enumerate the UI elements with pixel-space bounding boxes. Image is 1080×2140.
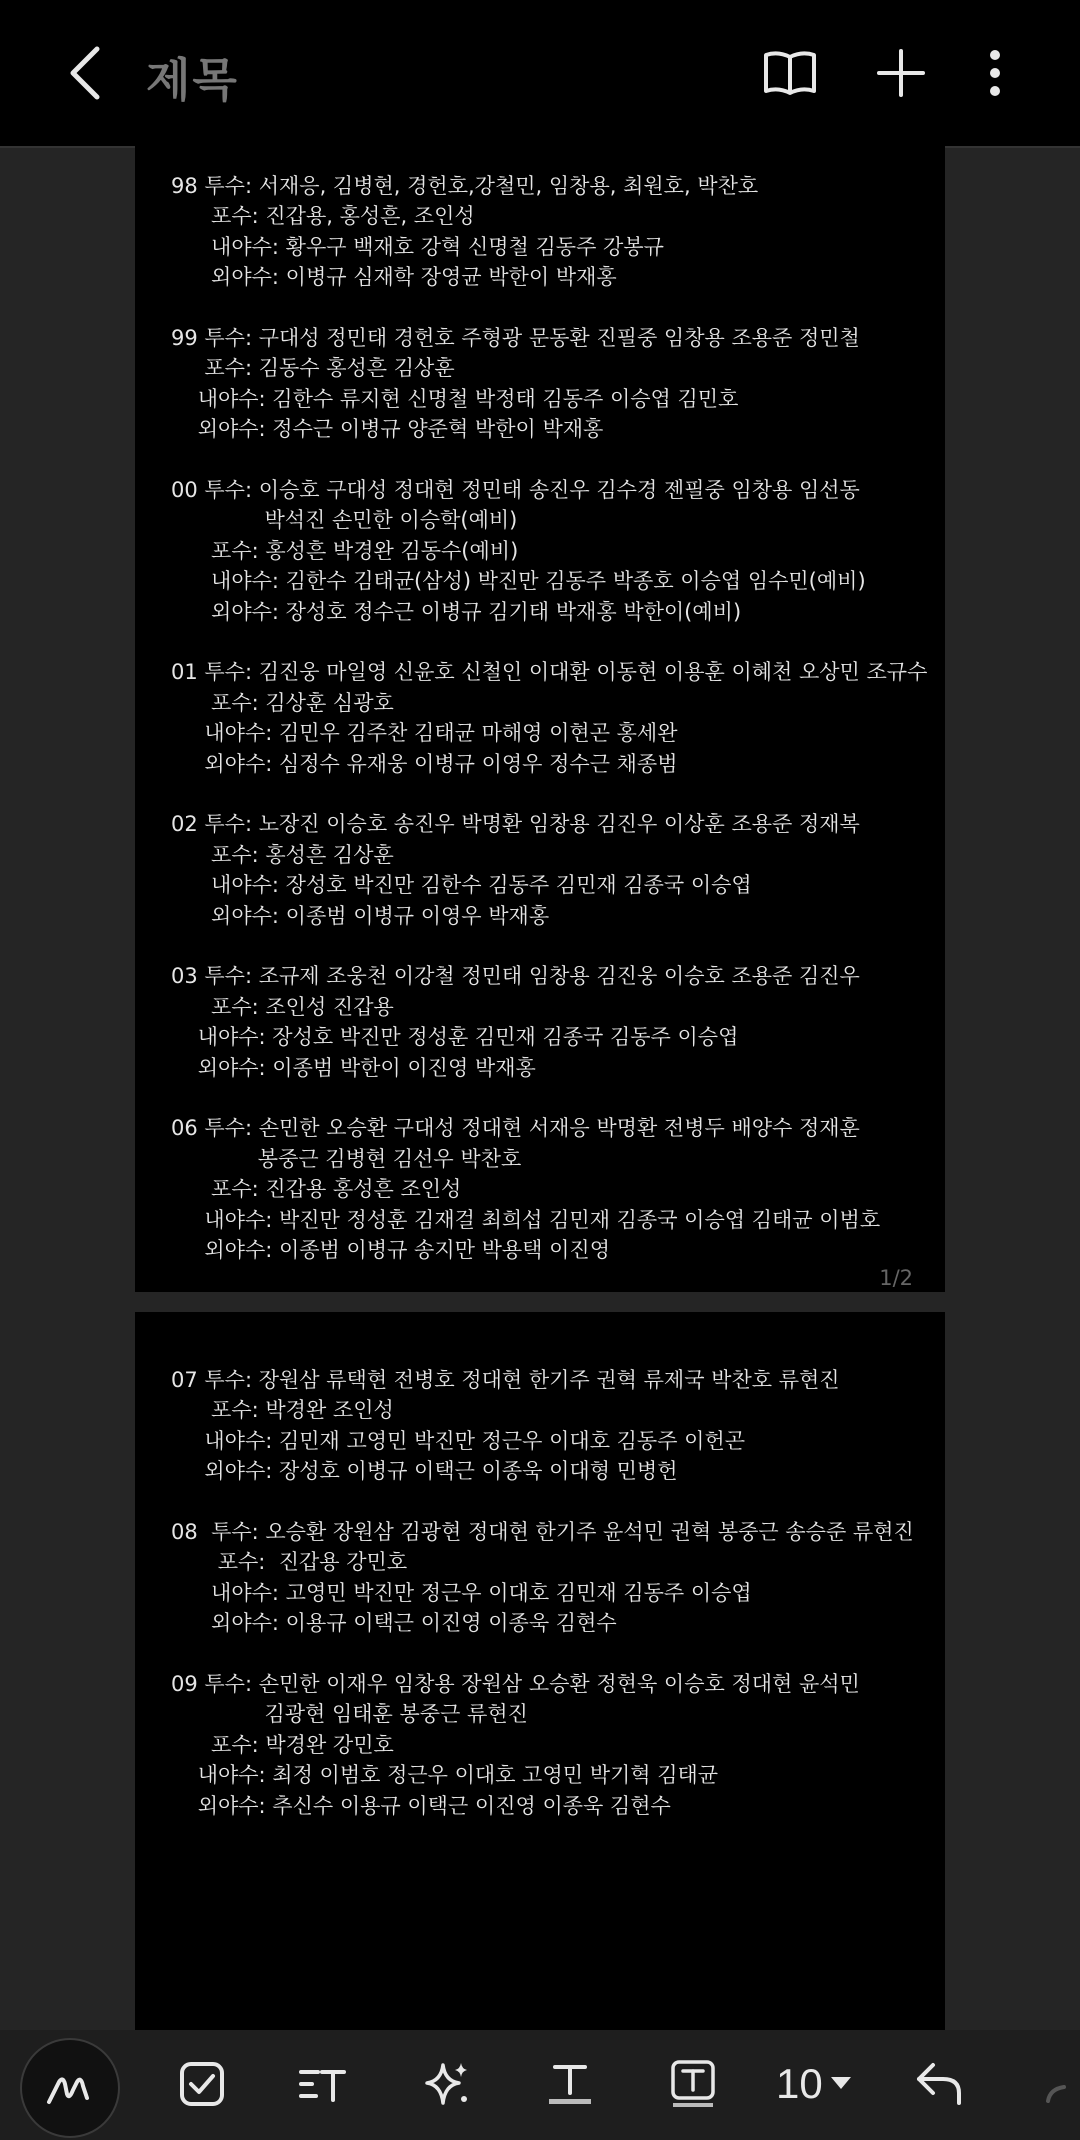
note-line: 01 투수: 김진웅 마일영 신윤호 신철인 이대환 이동현 이용훈 이혜천 오상민 조규수 <box>171 660 928 685</box>
editing-toolbar <box>0 2030 1080 2140</box>
note-line: 내야수: 장성호 박진만 정성훈 김민재 김종국 김동주 이승엽 <box>171 1025 739 1050</box>
note-line: 박석진 손민한 이승학(예비) <box>171 508 518 533</box>
note-line: 98 투수: 서재응, 김병현, 경헌호,강철민, 임창용, 최원호, 박찬호 <box>171 174 759 198</box>
note-line: 내야수: 김민재 고영민 박진만 정근우 이대호 김동주 이헌곤 <box>171 1428 746 1453</box>
note-title[interactable]: 제목 <box>146 53 239 107</box>
more-options-button[interactable] <box>965 38 1025 108</box>
chevron-down-icon[interactable] <box>830 2076 852 2090</box>
text-box-icon <box>670 2059 716 2109</box>
chevron-left-icon <box>65 45 105 101</box>
note-line: 포수: 조인성 진갑용 <box>171 994 394 1019</box>
note-line: 외야수: 장성호 정수근 이병규 김기태 박재홍 박한이(예비) <box>171 599 742 624</box>
pen-icon <box>45 2068 95 2108</box>
note-line: 외야수: 이종범 이병규 이영우 박재홍 <box>171 903 550 928</box>
font-size-value[interactable]: 10 <box>776 2060 823 2107</box>
note-line: 03 투수: 조규제 조웅천 이강철 정민태 임창용 김진웅 이승호 조용준 김진우 <box>171 964 860 989</box>
top-app-bar <box>0 0 1080 148</box>
page-number: 1/2 <box>879 1266 913 1290</box>
note-line: 내야수: 장성호 박진만 김한수 김동주 김민재 김종국 이승엽 <box>171 873 752 898</box>
note-line: 06 투수: 손민한 오승환 구대성 정대현 서재응 박명환 전병두 배양수 정재훈 <box>171 1116 860 1141</box>
back-button[interactable] <box>50 38 120 108</box>
checkbox-icon <box>179 2061 225 2107</box>
note-line: 내야수: 고영민 박진만 정근우 이대호 김민재 김동주 이승엽 <box>171 1580 752 1605</box>
note-line: 포수: 박경완 조인성 <box>171 1398 394 1423</box>
add-button[interactable] <box>866 38 936 108</box>
note-line: 포수: 홍성흔 김상훈 <box>171 842 394 867</box>
note-line: 포수: 홍성흔 박경완 김동수(예비) <box>171 538 519 563</box>
plus-icon <box>876 48 926 98</box>
note-line: 외야수: 이종범 박한이 이진영 박재홍 <box>171 1055 536 1080</box>
more-vertical-icon <box>988 49 1002 97</box>
note-line: 포수: 김동수 홍성흔 김상훈 <box>171 356 455 381</box>
note-line: 포수: 진갑용 강민호 <box>171 1550 408 1575</box>
note-line: 외야수: 장성호 이병규 이택근 이종욱 이대형 민병헌 <box>171 1459 678 1484</box>
book-view-button[interactable] <box>752 38 828 108</box>
note-line: 외야수: 심정수 유재웅 이병규 이영우 정수근 채종범 <box>171 751 678 776</box>
text-box-button[interactable] <box>653 2044 733 2124</box>
note-line: 봉중근 김병현 김선우 박찬호 <box>171 1146 522 1171</box>
note-line: 외야수: 이용규 이택근 이진영 이종욱 김현수 <box>171 1611 617 1636</box>
pen-tool-button[interactable] <box>20 2038 120 2138</box>
redo-button[interactable] <box>1030 2044 1080 2124</box>
note-line: 포수: 박경완 강민호 <box>171 1732 394 1757</box>
text-underline-button[interactable] <box>530 2044 610 2124</box>
book-icon <box>762 49 818 97</box>
note-line: 외야수: 추신수 이용규 이택근 이진영 이종욱 김현수 <box>171 1793 671 1818</box>
note-line: 00 투수: 이승호 구대성 정대현 정민태 송진우 김수경 젠필중 임창용 임선동 <box>171 478 860 502</box>
note-line: 내야수: 최정 이범호 정근우 이대호 고영민 박기혁 김태균 <box>171 1763 719 1788</box>
note-line: 내야수: 김한수 김태균(삼성) 박진만 김동주 박종호 이승엽 임수민(예비) <box>171 569 866 594</box>
text-format-icon <box>298 2064 348 2104</box>
note-line: 07 투수: 장원삼 류택현 전병호 정대현 한기주 권혁 류제국 박찬호 류현진 <box>171 1368 840 1392</box>
note-page-1[interactable] <box>135 146 945 1292</box>
note-line: 내야수: 황우구 백재호 강혁 신명철 김동주 강봉규 <box>171 234 664 259</box>
note-line: 99 투수: 구대성 정민태 경헌호 주형광 문동환 진필중 임창용 조용준 정민철 <box>171 326 860 350</box>
note-page-2[interactable] <box>135 1312 945 2030</box>
undo-button[interactable] <box>900 2044 980 2124</box>
note-line: 08 투수: 오승환 장원삼 김광현 정대현 한기주 윤석민 권혁 봉중근 송승준 류현진 <box>171 1520 914 1544</box>
checkbox-tool-button[interactable] <box>162 2044 242 2124</box>
note-line: 02 투수: 노장진 이승호 송진우 박명환 임창용 김진우 이상훈 조용준 정재복 <box>171 812 860 837</box>
note-line: 외야수: 이종범 이병규 송지만 박용택 이진영 <box>171 1238 610 1262</box>
note-line: 외야수: 이병규 심재학 장영균 박한이 박재홍 <box>171 265 617 290</box>
ai-assist-button[interactable] <box>408 2044 488 2124</box>
note-line: 09 투수: 손민한 이재우 임창용 장원삼 오승환 정현욱 이승호 정대현 윤석민 <box>171 1672 860 1696</box>
note-line: 내야수: 김민우 김주찬 김태균 마해영 이현곤 홍세완 <box>171 721 678 746</box>
note-line: 김광현 임태훈 봉중근 류현진 <box>171 1702 528 1727</box>
note-line: 포수: 진갑용, 홍성흔, 조인성 <box>171 204 475 229</box>
ai-sparkle-icon <box>423 2059 473 2109</box>
text-underline-icon <box>547 2061 593 2107</box>
undo-icon <box>915 2061 965 2107</box>
note-line: 내야수: 박진만 정성훈 김재걸 최희섭 김민재 김종국 이승엽 김태균 이범호 <box>171 1207 881 1232</box>
note-line: 내야수: 김한수 류지현 신명철 박정태 김동주 이승엽 김민호 <box>171 386 739 411</box>
redo-icon <box>1040 2061 1070 2107</box>
note-line: 외야수: 정수근 이병규 양준혁 박한이 박재홍 <box>171 417 604 442</box>
note-line: 포수: 진갑용 홍성흔 조인성 <box>171 1177 462 1202</box>
text-format-button[interactable] <box>283 2044 363 2124</box>
note-line: 포수: 김상훈 심광호 <box>171 690 394 715</box>
